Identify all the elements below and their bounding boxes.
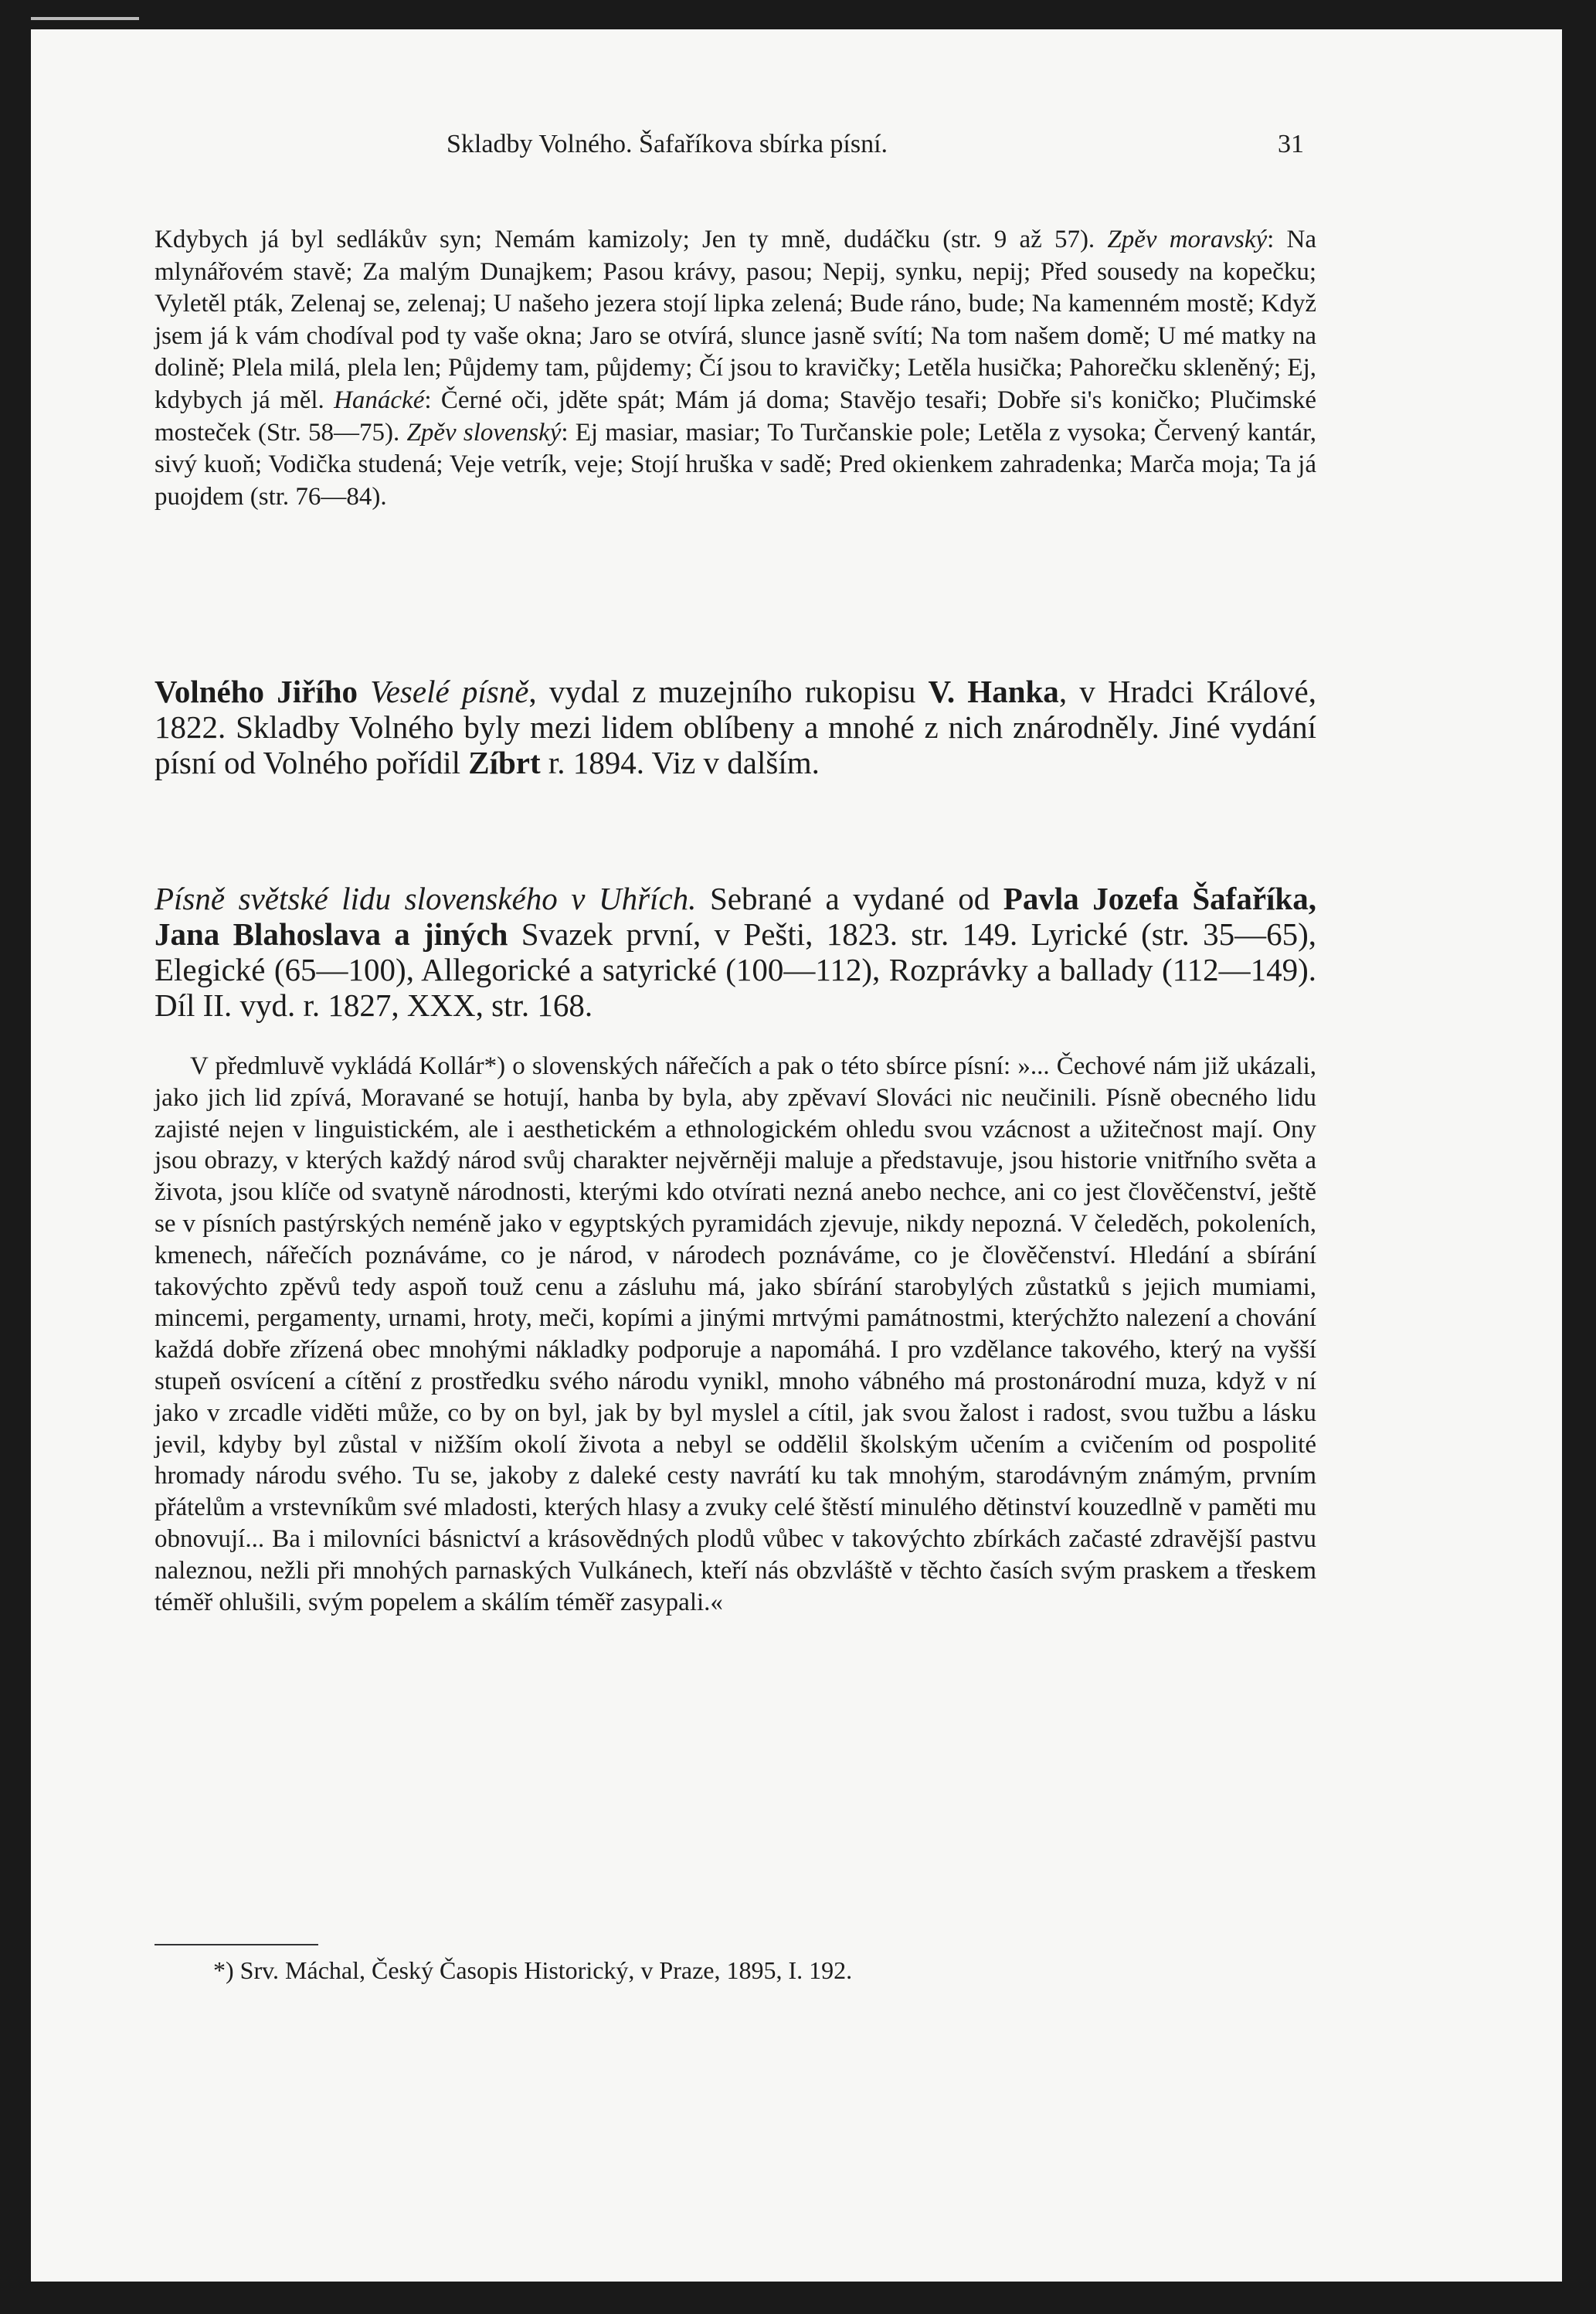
scan-edge-mark	[31, 17, 139, 20]
text-run: Sebrané a vydané od	[696, 881, 1003, 916]
song-list-paragraph	[155, 224, 1316, 513]
kollar-preface-paragraph: V předmluvě vykládá Kollár*) o slovenských nářečích a pak o této sbírce písní: »... Čechové nám již ukázali, jako jich lid zpívá, Moravané se hotují, hanba by byla, aby zpěvaví Slováci nic neučinili. Písně obecného lidu zajisté nejen v linguistickém, ale i aesthetickém a ethnologickém ohledu svou vzácnost a užitečnost mají. Ony jsou obrazy, v kterých každý národ svůj charakter nejvěrněji maluje a představuje, jsou historie vnitřního světa a života, jsou klíče od svatyně národnosti, kterými kdo otvírati nezná anebo nechce, ani co jest člověčenství, ještě se v písních pastýrských neméně jako v egyptských pyramidách zjevuje, nikdy nepozná. V čeleděch, pokoleních, kmenech, nářečích poznáváme, co je národ, v národech poznáváme, co je člověčenství. Hledání a sbírání takovýchto zpěvů tedy aspoň touž cenu a zásluhu má, jako sbírání starobylých zůstatků s jejich mumiami, mincemi, pergamenty, urnami, hroty, meči, kopími a jinými mrtvými památnostmi, kterýchžto nalezení a chování každá dobře zřízená obec mnohými nákladky podporuje a napomáhá. I pro vzdělance takového, který na vyšší stupeň osvícení a cítění z prostředku svého národu vynikl, mnoho vábného má prostonárodní muza, když v ní jako v zrcadle viděti může, co by on byl, jak by byl myslel a cítil, jak svou žalost i radost, svou tužbu a lásku jevil, kdyby byl zůstal v nižším okolí života a nebyl se oddělil školským učením a cvičením od pospolité hromady národu svého. Tu se, jakoby z daleké cesty navrátí ku tak mnohým, starodávným známým, prvním přátelům a vrstevníkům své mladosti, kterých hlasy a zvuky celé štěstí minulého dětinství kouzedlně v paměti mu obnovují... Ba i milovníci básnictví a krásovědných plodů vůbec v takovýchto zbírkách začasté zdravější pastvu naleznou, nežli při mnohých parnaských Vulkánech, kteří nás obzvláště v těchto časích svým praskem a třeskem téměř ohlušili, svým popelem a skálím téměř zasypali.«	[155, 1052, 1316, 1616]
author-name: Volného Jiřího	[155, 674, 358, 709]
editor-name-zibrt: Zíbrt	[468, 745, 541, 780]
text-run: , v Hradci Králové, 1822. Skladby Volného byly mezi lidem oblíbeny a mnohé z nich znárodněly. Jiné vydání písní od Volného pořídil	[155, 674, 1317, 780]
safarik-entry-paragraph	[155, 881, 1316, 1023]
running-title: Skladby Volného. Šafaříkova sbírka písní.	[447, 130, 888, 158]
italic-heading-hanak: Hanácké	[334, 386, 425, 414]
text-run: : Na mlynářovém stavě; Za malým Dunajkem; Pasou krávy, pasou; Nepij, synku, nepij; Před sousedy na kopečku; Vyletěl pták, Zelenaj se, zelenaj; U našeho jezera stojí lipka zelená; Bude ráno, bude; Na kamenném mostě; Když jsem já k vám chodíval pod ty vaše okna; Jaro se otvírá, slunce jasně svítí; Na tom našem domě; U mé matky na dolině; Plela milá, plela len; Půjdemy tam, půjdemy; Čí jsou to kravičky; Letěla husička; Pahorečku skleněný; Ej, kdybych já měl.	[155, 226, 1316, 414]
collection-title: Písně světské lidu slovenského v Uhřích.	[155, 881, 697, 916]
editors-names: Pavla Jozefa Šafaříka, Jana Blahoslava a jiných	[155, 881, 1316, 952]
text-run: Kdybych já byl sedlákův syn; Nemám kamizoly; Jen ty mně, dudáčku (str. 9 až 57).	[155, 226, 1108, 253]
volny-entry-paragraph	[155, 674, 1316, 780]
italic-heading-moravian: Zpěv moravský	[1107, 226, 1268, 253]
footnote: *) Srv. Máchal, Český Časopis Historický, v Praze, 1895, I. 192.	[213, 1956, 853, 1984]
text-run: : Ej masiar, masiar; To Turčanskie pole; Letěla z vysoka; Červený kantár, sivý kuoň; Vodička studená; Veje vetrík, veje; Stojí hruška v sadě; Pred okienkem zahradenka; Marča moja; Ta já puojdem (str. 76—84).	[155, 418, 1316, 511]
editor-name: V. Hanka	[928, 674, 1059, 709]
running-header	[416, 130, 1304, 159]
page-number: 31	[1278, 130, 1304, 158]
italic-heading-slovak: Zpěv slovenský	[406, 418, 562, 447]
text-run: , vydal z muzejního rukopisu	[528, 674, 929, 709]
text-run: : Černé oči, jděte spát; Mám já doma; Stavějo tesaři; Dobře si's koničko; Plučimské mosteček (Str. 58—75).	[155, 386, 1316, 447]
footnote-separator	[155, 1944, 318, 1945]
text-run: Svazek první, v Pešti, 1823. str. 149. Lyrické (str. 35—65), Elegické (65—100), Allegorické a satyrické (100—112), Rozprávky a ballady (112—149). Díl II. vyd. r. 1827, XXX, str. 168.	[155, 916, 1316, 1023]
text-run: r. 1894. Viz v dalším.	[540, 745, 820, 780]
book-title: Veselé písně	[370, 674, 529, 709]
